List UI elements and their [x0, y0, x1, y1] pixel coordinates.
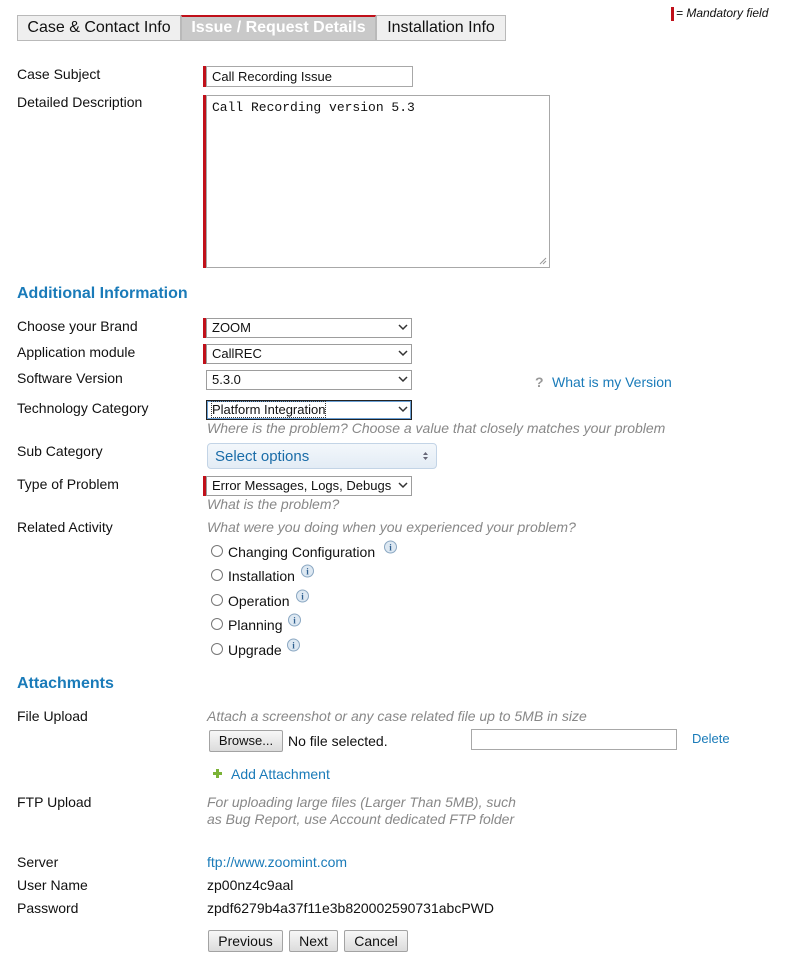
- previous-button[interactable]: Previous: [208, 930, 283, 952]
- mandatory-marker: [671, 7, 674, 21]
- attachments-heading: Attachments: [17, 675, 114, 692]
- file-status: No file selected.: [288, 733, 388, 749]
- chevron-down-icon: [398, 403, 408, 415]
- module-label: Application module: [17, 344, 136, 360]
- module-value: CallREC: [212, 346, 262, 361]
- case-subject-label: Case Subject: [17, 66, 101, 82]
- info-icon[interactable]: [383, 540, 398, 555]
- radio-label-changing-configuration: Changing Configuration: [228, 544, 376, 560]
- svg-text:i: i: [306, 566, 309, 577]
- radio-label-operation: Operation: [228, 593, 290, 609]
- up-down-arrows-icon: [422, 451, 429, 461]
- tab-installation-info[interactable]: Installation Info: [376, 15, 506, 41]
- svg-text:i: i: [293, 615, 296, 626]
- ftp-hint-line2: as Bug Report, use Account dedicated FTP folder: [207, 811, 515, 827]
- file-description-input[interactable]: [471, 729, 677, 750]
- password-value: zpdf6279b4a37f11e3b820002590731abcPWD: [207, 900, 494, 916]
- module-select[interactable]: [206, 344, 412, 364]
- tech-category-label: Technology Category: [17, 400, 149, 416]
- problem-type-value: Error Messages, Logs, Debugs: [212, 478, 392, 493]
- brand-value: ZOOM: [212, 320, 251, 335]
- username-label: User Name: [17, 877, 88, 893]
- ftp-hint-line1: For uploading large files (Larger Than 5MB), such: [207, 794, 516, 810]
- file-upload-label: File Upload: [17, 708, 88, 724]
- version-value: 5.3.0: [212, 372, 241, 387]
- mandatory-note: = Mandatory field: [676, 6, 769, 20]
- radio-upgrade[interactable]: [211, 643, 223, 655]
- tech-category-value: Platform Integration: [212, 402, 326, 417]
- related-activity-label: Related Activity: [17, 519, 113, 535]
- what-is-my-version-link[interactable]: What is my Version: [552, 374, 672, 390]
- ftp-upload-label: FTP Upload: [17, 794, 92, 810]
- brand-label: Choose your Brand: [17, 318, 138, 334]
- tab-issue-request-details[interactable]: Issue / Request Details: [181, 15, 376, 41]
- radio-label-upgrade: Upgrade: [228, 642, 282, 658]
- sub-category-select[interactable]: [207, 443, 437, 469]
- radio-label-planning: Planning: [228, 617, 283, 633]
- related-activity-hint: What were you doing when you experienced your problem?: [207, 519, 576, 535]
- info-icon[interactable]: [287, 613, 302, 628]
- svg-text:i: i: [389, 542, 392, 553]
- chevron-down-icon: [398, 479, 408, 491]
- browse-button[interactable]: Browse...: [209, 730, 283, 752]
- add-attachment-link[interactable]: Add Attachment: [231, 766, 330, 782]
- tech-category-select[interactable]: [206, 400, 412, 420]
- radio-label-installation: Installation: [228, 568, 295, 584]
- sub-category-value: Select options: [215, 448, 310, 465]
- tech-category-hint: Where is the problem? Choose a value that closely matches your problem: [207, 420, 666, 436]
- svg-text:i: i: [301, 591, 304, 602]
- radio-planning[interactable]: [211, 618, 223, 630]
- file-upload-hint: Attach a screenshot or any case related file up to 5MB in size: [207, 708, 587, 724]
- resize-grip-icon[interactable]: [538, 256, 547, 265]
- chevron-down-icon: [398, 347, 408, 359]
- server-link[interactable]: ftp://www.zoomint.com: [207, 854, 348, 870]
- additional-info-heading: Additional Information: [17, 285, 188, 302]
- svg-text:i: i: [292, 640, 295, 651]
- description-text: Call Recording version 5.3: [212, 100, 415, 115]
- next-button[interactable]: Next: [289, 930, 338, 952]
- problem-type-hint: What is the problem?: [207, 496, 340, 512]
- description-textarea[interactable]: [206, 95, 550, 268]
- radio-changing-configuration[interactable]: [211, 545, 223, 557]
- password-label: Password: [17, 900, 79, 916]
- cancel-button[interactable]: Cancel: [344, 930, 408, 952]
- problem-type-label: Type of Problem: [17, 476, 119, 492]
- description-label: Detailed Description: [17, 94, 143, 110]
- case-subject-input[interactable]: Call Recording Issue: [206, 66, 413, 87]
- username-value: zp00nz4c9aal: [207, 877, 294, 893]
- tab-case-contact-info[interactable]: Case & Contact Info: [17, 15, 181, 41]
- version-label: Software Version: [17, 370, 123, 386]
- question-icon: ?: [535, 374, 544, 390]
- delete-link[interactable]: Delete: [692, 731, 730, 746]
- problem-type-select[interactable]: [206, 476, 412, 496]
- info-icon[interactable]: [286, 638, 301, 653]
- chevron-down-icon: [398, 373, 408, 385]
- sub-category-label: Sub Category: [17, 443, 103, 459]
- server-label: Server: [17, 854, 59, 870]
- plus-icon: [212, 768, 223, 779]
- info-icon[interactable]: [295, 589, 310, 604]
- brand-select[interactable]: [206, 318, 412, 338]
- info-icon[interactable]: [300, 564, 315, 579]
- version-select[interactable]: [206, 370, 412, 390]
- radio-installation[interactable]: [211, 569, 223, 581]
- chevron-down-icon: [398, 321, 408, 333]
- radio-operation[interactable]: [211, 594, 223, 606]
